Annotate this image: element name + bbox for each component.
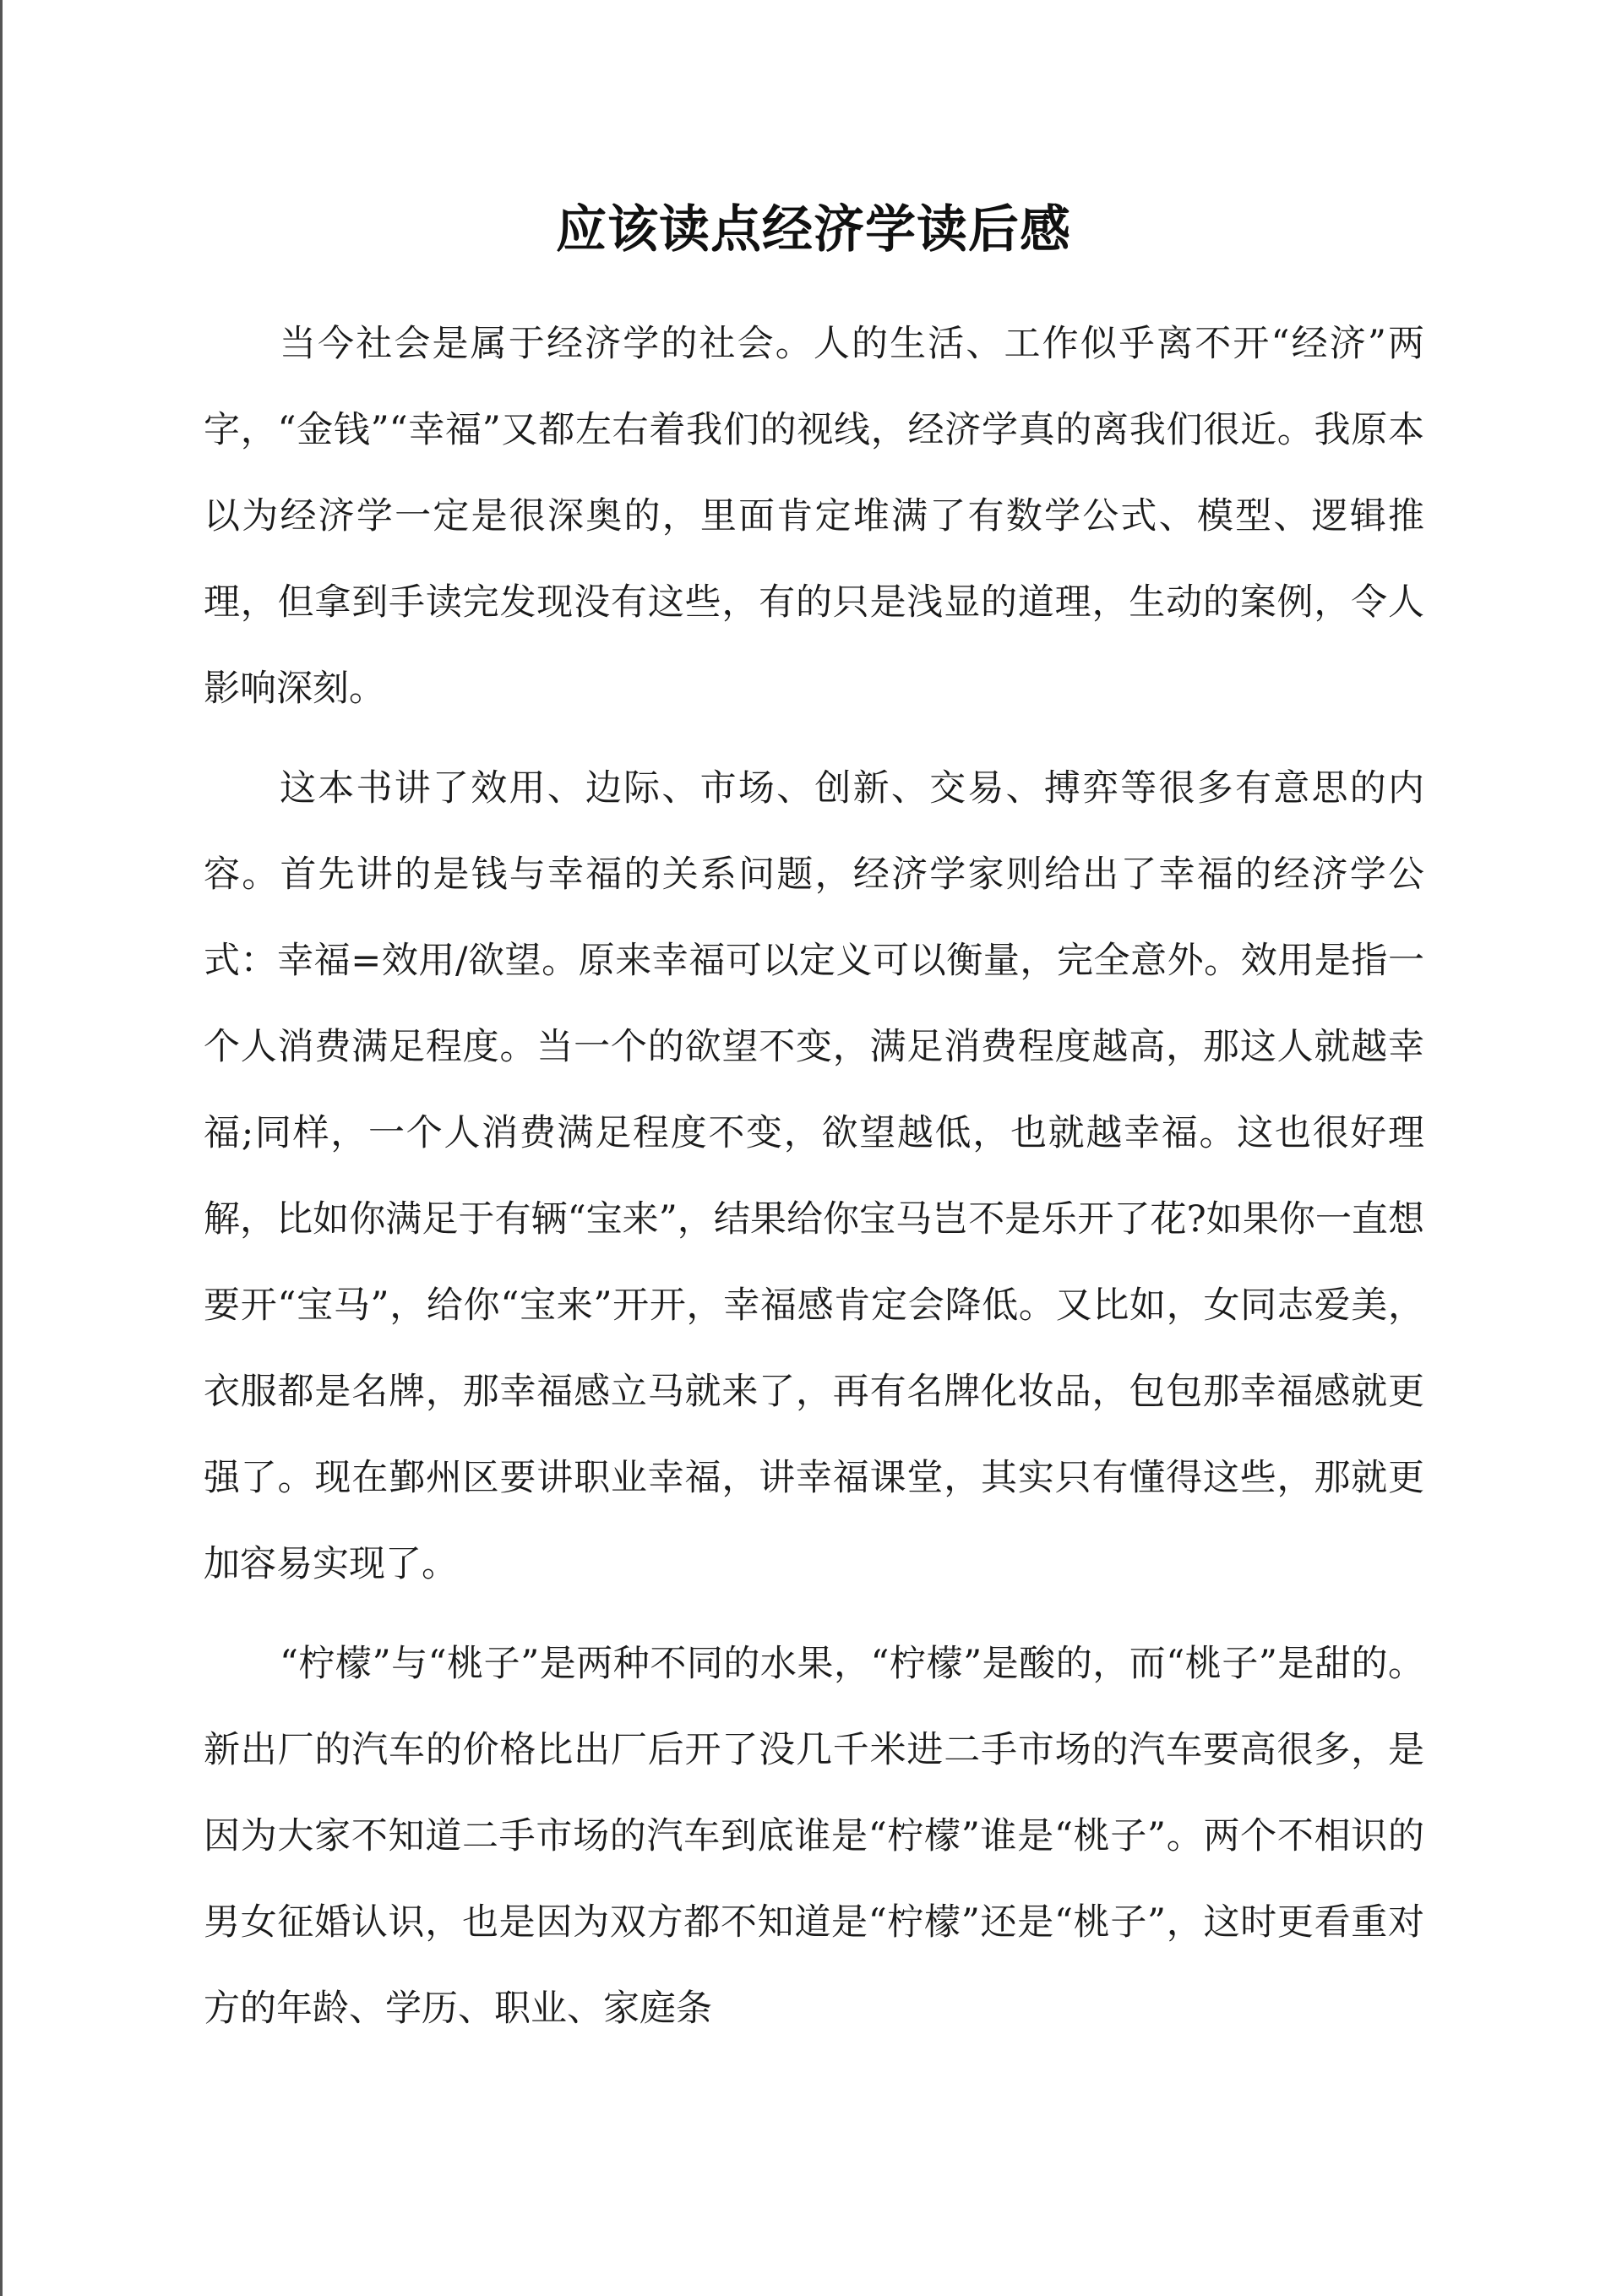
document-body	[204, 301, 1424, 2065]
paragraph-1: 当今社会是属于经济学的社会。人的生活、工作似乎离不开“经济”两字，“金钱”“幸福”又都左右着我们的视线，经济学真的离我们很近。我原本以为经济学一定是很深奥的，里面肯定堆满了有数学公式、模型、逻辑推理，但拿到手读完发现没有这些，有的只是浅显的道理，生动的案例，令人影响深刻。	[204, 323, 1424, 710]
paragraph-2: 这本书讲了效用、边际、市场、创新、交易、搏弈等很多有意思的内容。首先讲的是钱与幸福的关系问题，经济学家则给出了幸福的经济学公式：幸福=效用/欲望。原来幸福可以定义可以衡量，完全意外。效用是指一个人消费满足程度。当一个的欲望不变，满足消费程度越高，那这人就越幸福;同样，一个人消费满足程度不变，欲望越低，也就越幸福。这也很好理解，比如你满足于有辆“宝来”，结果给你宝马岂不是乐开了花?如果你一直想要开“宝马”，给你“宝来”开开，幸福感肯定会降低。又比如，女同志爱美，衣服都是名牌，那幸福感立马就来了，再有名牌化妆品，包包那幸福感就更强了。现在鄞州区要讲职业幸福，讲幸福课堂，其实只有懂得这些，那就更加容易实现了。	[204, 767, 1424, 1585]
document-title: 应该读点经济学读后感	[556, 200, 1071, 259]
paragraph-3: “柠檬”与“桃子”是两种不同的水果，“柠檬”是酸的，而“桃子”是甜的。新出厂的汽车的价格比出厂后开了没几千米进二手市场的汽车要高很多，是因为大家不知道二手市场的汽车到底谁是“柠檬”谁是“桃子”。两个不相识的男女征婚认识，也是因为双方都不知道是“柠檬”还是“桃子”，这时更看重对方的年龄、学历、职业、家庭条	[204, 1643, 1424, 2030]
